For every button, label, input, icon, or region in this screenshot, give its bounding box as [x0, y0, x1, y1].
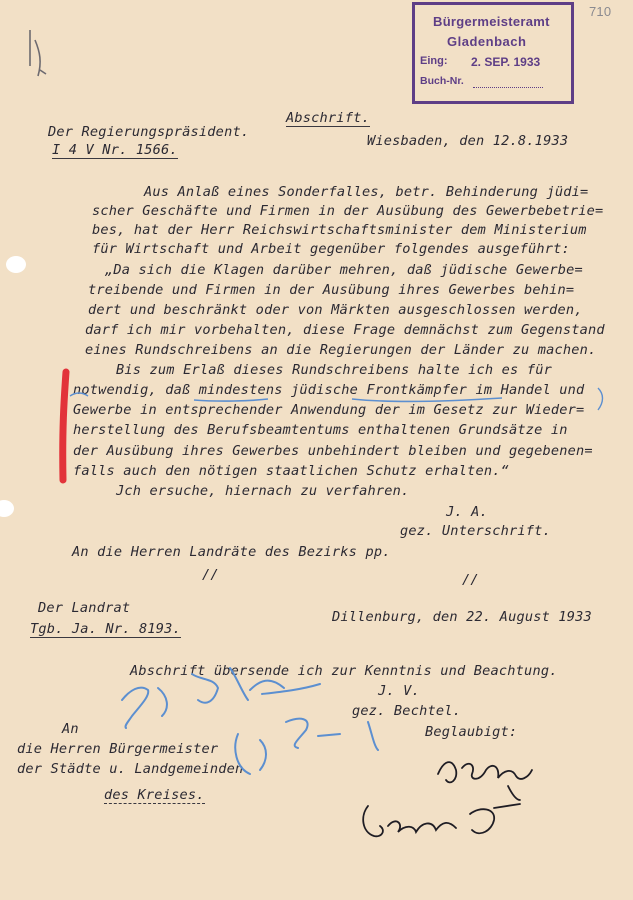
reference-number: I 4 V Nr. 1566.: [52, 142, 178, 158]
separator-left: //: [202, 567, 219, 583]
body-line: dert und beschränkt oder von Märkten ausgeschlossen werden,: [88, 302, 583, 318]
forward-note: Abschrift übersende ich zur Kenntnis und Beachtung.: [130, 663, 558, 679]
blue-handwriting-27-1: [235, 719, 378, 774]
signed-mark: gez. Unterschrift.: [400, 523, 551, 539]
body-line: falls auch den nötigen staatlichen Schutz erhalten.“: [73, 463, 509, 479]
landrat-title: Der Landrat: [38, 600, 131, 616]
body-line: herstellung des Berufsbeamtentums enthaltenen Grundsätze in: [73, 422, 568, 438]
separator-right: //: [462, 572, 479, 588]
document-title: Abschrift.: [286, 110, 370, 126]
initials-gesehen: [363, 804, 520, 836]
proxy-mark: J. A.: [446, 504, 488, 520]
stamp-town: Gladenbach: [447, 34, 527, 49]
certified-label: Beglaubigt:: [425, 724, 518, 740]
landrat-reference: Tgb. Ja. Nr. 8193.: [30, 621, 181, 637]
body-line: treibende und Firmen in der Ausübung ihres Gewerbes behin=: [88, 282, 575, 298]
deputy-signed: gez. Bechtel.: [352, 703, 461, 719]
addressee-line: An die Herren Landräte des Bezirks pp.: [72, 544, 391, 560]
body-line: der Ausübung ihres Gewerbes unbehindert bleiben und gegebenen=: [73, 443, 593, 459]
blue-handwriting-zda: [122, 668, 320, 728]
body-line: Bis zum Erlaß dieses Rundschreibens halte ich es für: [116, 362, 552, 378]
blue-underline-und: [70, 393, 88, 396]
recipients-line-3: des Kreises.: [104, 787, 205, 803]
body-line: Gewerbe in entsprechender Anwendung der im Gesetz zur Wieder=: [73, 402, 585, 418]
stamp-office: Bürgermeisteramt: [433, 14, 550, 29]
body-line: eines Rundschreibens an die Regierungen der Länder zu machen.: [85, 342, 597, 358]
body-line: bes, hat der Herr Reichswirtschaftsminister dem Ministerium: [92, 222, 587, 238]
blue-underline-frontkaempfer: [352, 398, 502, 402]
pencil-scribble: [30, 30, 46, 76]
body-line: Jch ersuche, hiernach zu verfahren.: [116, 483, 410, 499]
body-line: für Wirtschaft und Arbeit gegenüber folgendes ausgeführt:: [92, 241, 570, 257]
deputy-mark: J. V.: [378, 683, 420, 699]
body-line: notwendig, daß mindestens jüdische Frontkämpfer im Handel und: [73, 382, 585, 398]
landrat-place-date: Dillenburg, den 22. August 1933: [332, 609, 592, 625]
stamp-book-label: Buch-Nr.: [420, 75, 464, 87]
blue-underline-mindestens: [194, 399, 268, 401]
recipients-line-2: der Städte u. Landgemeinden: [17, 761, 244, 777]
blue-bracket-und: [598, 388, 603, 410]
signature-aome: [438, 762, 532, 800]
stamp-received-label: Eing:: [420, 55, 448, 67]
recipients-line-1: die Herren Bürgermeister: [17, 741, 219, 757]
sender: Der Regierungspräsident.: [48, 124, 250, 140]
recipients-to: An: [62, 721, 79, 737]
red-margin-mark: [63, 372, 66, 480]
body-line: „Da sich die Klagen darüber mehren, daß jüdische Gewerbe=: [105, 262, 583, 278]
corner-pencil-number: 710: [589, 4, 612, 19]
body-line: darf ich mir vorbehalten, diese Frage demnächst zum Gegenstand: [85, 322, 605, 338]
body-line: Aus Anlaß eines Sonderfalles, betr. Behinderung jüdi=: [144, 184, 589, 200]
body-line: scher Geschäfte und Firmen in der Ausübung des Gewerbebetrie=: [92, 203, 604, 219]
place-date: Wiesbaden, den 12.8.1933: [367, 133, 569, 149]
stamp-received-date: 2. SEP. 1933: [471, 55, 541, 69]
